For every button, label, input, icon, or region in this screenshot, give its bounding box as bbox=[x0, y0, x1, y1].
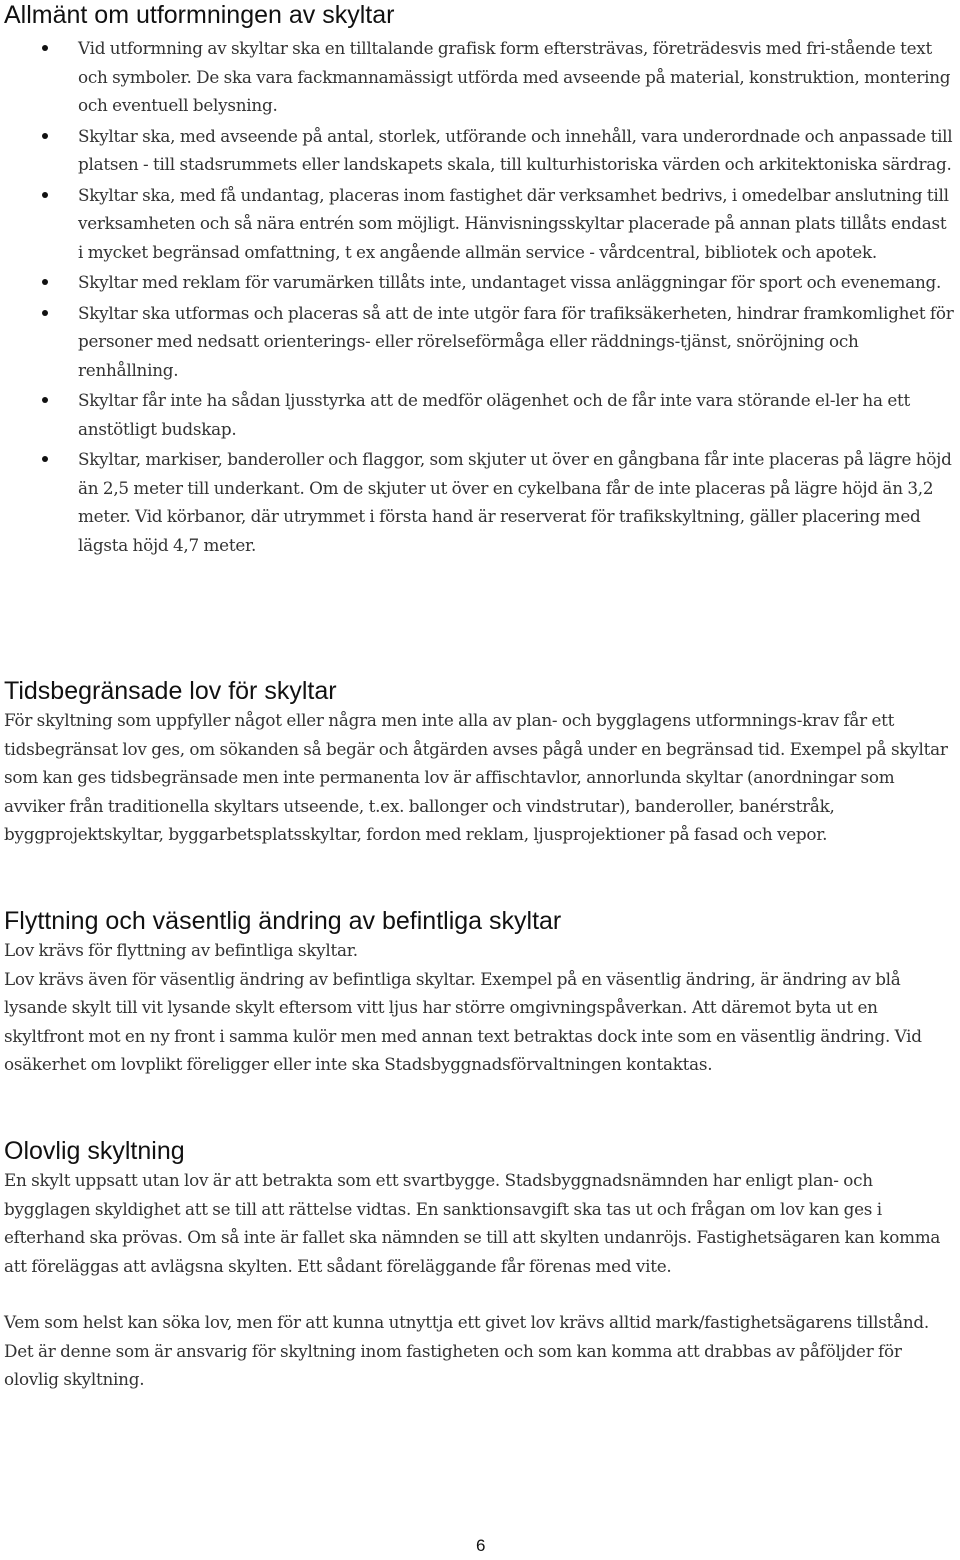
list-item bbox=[4, 299, 956, 385]
paragraph-temporary: För skyltning som uppfyller något eller några men inte alla av plan- och bygglagens utformnings-krav får ett tidsbegränsat lov ges, om sökanden så begär och åtgärden avses pågå under en begränsad tid. Exempel på skyltar som kan ges tidsbegränsade men inte permanenta lov är affischtavlor, annorlunda skyltar (anordningar som avviker från traditionella skyltars utseende, t.ex. ballonger och vindstrutar), banderoller, banérstråk, byggprojektskyltar, byggarbetsplatsskyltar, fordon med reklam, ljusprojektioner på fasad och vepor. bbox=[4, 710, 948, 844]
paragraph-illegal-1: En skylt uppsatt utan lov är att betrakta som ett svartbygge. Stadsbyggnadsnämnden har enligt plan- och bygglagen skyldighet att se till att rättelse vidtas. En sanktionsavgift ska tas ut och frågan om lov kan ges i efterhand ska prövas. Om så inte är fallet ska nämnden se till att skylten undanröjs. Fastighetsägaren kan komma att föreläggas att avlägsna skylten. Ett sådant föreläggande får förenas med vite. bbox=[4, 1170, 941, 1276]
list-item bbox=[4, 34, 956, 120]
paragraph-relocation-1: Lov krävs för flyttning av befintliga skyltar. bbox=[4, 940, 358, 960]
heading-illegal: Olovlig skyltning bbox=[4, 1137, 185, 1165]
bullet-icon bbox=[42, 456, 48, 462]
list-item-text: Skyltar ska utformas och placeras så att de inte utgör fara för trafiksäkerheten, hindrar framkomlighet för personer med nedsatt orienterings- eller rörelseförmåga eller räddnings-tjänst, snöröjning och renhållning. bbox=[78, 302, 954, 380]
list-item bbox=[4, 445, 956, 559]
section-illegal bbox=[4, 1136, 956, 1394]
bullet-list-general bbox=[4, 34, 956, 559]
list-item bbox=[4, 181, 956, 267]
heading-general: Allmänt om utformningen av skyltar bbox=[4, 1, 395, 29]
paragraph-relocation-2: Lov krävs även för väsentlig ändring av befintliga skyltar. Exempel på en väsentlig ändring, är ändring av blå lysande skylt till vit lysande skylt eftersom vitt ljus har större omgivningspåverkan. Att däremot byta ut en skyltfront mot en ny front i samma kulör men med annan text betraktas dock inte som en väsentlig ändring. Vid osäkerhet om lovplikt föreligger eller inte ska Stadsbyggnadsförvaltningen kontaktas. bbox=[4, 968, 922, 1074]
section-relocation bbox=[4, 906, 956, 1079]
bullet-icon bbox=[42, 45, 48, 51]
page-number: 6 bbox=[476, 1536, 486, 1555]
bullet-icon bbox=[42, 310, 48, 316]
list-item bbox=[4, 386, 956, 443]
list-item-text: Skyltar får inte ha sådan ljusstyrka att de medför olägenhet och de får inte vara störande el-ler ha ett anstötligt budskap. bbox=[78, 390, 910, 439]
list-item-text: Skyltar ska, med avseende på antal, storlek, utförande och innehåll, vara underordnade och anpassade till platsen - till stadsrummets eller landskapets skala, till kulturhistoriska värden och arkitektoniska särdrag. bbox=[78, 125, 953, 174]
heading-relocation: Flyttning och väsentlig ändring av befintliga skyltar bbox=[4, 907, 562, 935]
list-item-text: Skyltar ska, med få undantag, placeras inom fastighet där verksamhet bedrivs, i omedelbar anslutning till verksamheten och så nära entrén som möjligt. Hänvisningsskyltar placerade på annan plats tillåts endast i mycket begränsad omfattning, t ex angående allmän service - vårdcentral, bibliotek och apotek. bbox=[78, 184, 949, 262]
heading-temporary: Tidsbegränsade lov för skyltar bbox=[4, 677, 337, 705]
bullet-icon bbox=[42, 192, 48, 198]
list-item bbox=[4, 268, 956, 297]
section-temporary bbox=[4, 676, 956, 849]
bullet-icon bbox=[42, 133, 48, 139]
section-general bbox=[4, 0, 956, 561]
bullet-icon bbox=[42, 279, 48, 285]
bullet-icon bbox=[42, 397, 48, 403]
list-item-text: Skyltar med reklam för varumärken tillåts inte, undantaget vissa anläggningar för sport och evenemang. bbox=[78, 272, 942, 292]
list-item-text: Skyltar, markiser, banderoller och flaggor, som skjuter ut över en gångbana får inte placeras på lägre höjd än 2,5 meter till underkant. Om de skjuter ut över en cykelbana får de inte placeras på lägre höjd än 3,2 meter. Vid körbanor, där utrymmet i första hand är reserverat för trafikskyltning, gäller placering med lägsta höjd 4,7 meter. bbox=[78, 449, 952, 555]
list-item bbox=[4, 122, 956, 179]
paragraph-illegal-2: Vem som helst kan söka lov, men för att kunna utnyttja ett givet lov krävs alltid mark/fastighetsägarens tillstånd. Det är denne som är ansvarig för skyltning inom fastigheten och som kan komma att drabbas av påföljder för olovlig skyltning. bbox=[4, 1312, 929, 1389]
list-item-text: Vid utformning av skyltar ska en tilltalande grafisk form eftersträvas, företrädesvis med fri-stående text och symboler. De ska vara fackmannamässigt utförda med avseende på material, konstruktion, montering och eventuell belysning. bbox=[78, 38, 951, 115]
